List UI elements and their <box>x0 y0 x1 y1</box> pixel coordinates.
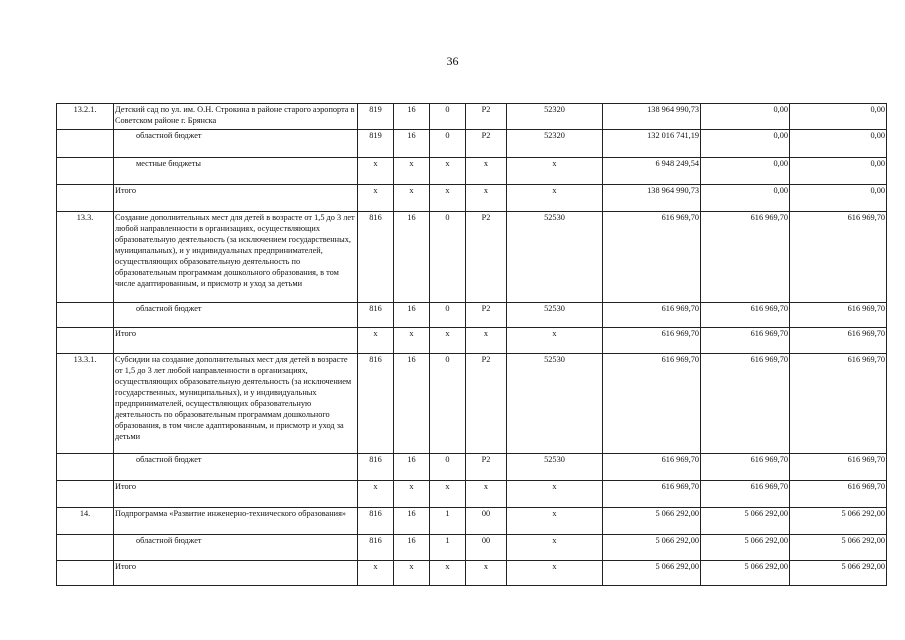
code-rz: x <box>394 481 430 508</box>
amount-year-3: 616 969,70 <box>790 481 887 508</box>
row-description: Субсидии на создание дополнительных мест для детей в возрасте от 1,5 до 3 лет любой направленности в организациях, осуществляющих образовательную деятельность (за исключением государственных, муниципальных), и у индивидуальных предпринимателей, осуществляющих образовательную деятельность по образовательным программам дошкольного образования, в том числе адаптированным, и присмотр и уход за детьми <box>114 354 358 454</box>
code-program: Р2 <box>466 303 507 328</box>
amount-year-3: 616 969,70 <box>790 303 887 328</box>
code-pr: x <box>430 481 466 508</box>
code-direction: x <box>507 561 603 586</box>
code-gr: 816 <box>358 303 394 328</box>
code-program: Р2 <box>466 354 507 454</box>
code-gr: 816 <box>358 454 394 481</box>
table-row <box>57 481 887 508</box>
amount-year-3: 5 066 292,00 <box>790 508 887 535</box>
code-program: x <box>466 481 507 508</box>
code-direction: x <box>507 328 603 354</box>
code-gr: 816 <box>358 212 394 303</box>
amount-year-3: 0,00 <box>790 104 887 130</box>
amount-year-3: 616 969,70 <box>790 454 887 481</box>
row-description: областной бюджет <box>114 454 358 481</box>
table-row <box>57 354 887 454</box>
amount-year-2: 0,00 <box>701 130 790 158</box>
row-number: 13.2.1. <box>57 104 114 130</box>
amount-year-2: 616 969,70 <box>701 212 790 303</box>
code-gr: x <box>358 185 394 212</box>
code-program: x <box>466 158 507 185</box>
amount-year-2: 0,00 <box>701 158 790 185</box>
amount-year-3: 0,00 <box>790 130 887 158</box>
table-row <box>57 158 887 185</box>
row-number <box>57 158 114 185</box>
table-row <box>57 508 887 535</box>
row-description: Итого <box>114 481 358 508</box>
amount-year-2: 616 969,70 <box>701 481 790 508</box>
budget-table <box>56 103 887 586</box>
code-direction: 52320 <box>507 130 603 158</box>
row-description: местные бюджеты <box>114 158 358 185</box>
table-row <box>57 535 887 561</box>
amount-year-3: 616 969,70 <box>790 212 887 303</box>
code-pr: 0 <box>430 303 466 328</box>
row-description: Итого <box>114 561 358 586</box>
amount-year-1: 6 948 249,54 <box>603 158 701 185</box>
code-direction: 52320 <box>507 104 603 130</box>
row-number: 14. <box>57 508 114 535</box>
code-program: x <box>466 185 507 212</box>
code-gr: 819 <box>358 130 394 158</box>
code-gr: x <box>358 328 394 354</box>
code-rz: 16 <box>394 508 430 535</box>
code-gr: 816 <box>358 535 394 561</box>
code-program: Р2 <box>466 104 507 130</box>
code-pr: x <box>430 185 466 212</box>
amount-year-2: 0,00 <box>701 104 790 130</box>
table-row <box>57 303 887 328</box>
amount-year-1: 616 969,70 <box>603 481 701 508</box>
row-number <box>57 454 114 481</box>
code-direction: x <box>507 481 603 508</box>
row-number <box>57 185 114 212</box>
code-pr: x <box>430 158 466 185</box>
code-pr: 1 <box>430 535 466 561</box>
code-direction: x <box>507 185 603 212</box>
code-pr: 1 <box>430 508 466 535</box>
amount-year-1: 138 964 990,73 <box>603 104 701 130</box>
code-rz: 16 <box>394 104 430 130</box>
table-row <box>57 454 887 481</box>
row-number <box>57 130 114 158</box>
amount-year-3: 616 969,70 <box>790 328 887 354</box>
code-gr: x <box>358 561 394 586</box>
row-description: Детский сад по ул. им. О.Н. Строкина в районе старого аэропорта в Советском районе г. Брянска <box>114 104 358 130</box>
code-direction: 52530 <box>507 354 603 454</box>
code-gr: x <box>358 158 394 185</box>
amount-year-3: 616 969,70 <box>790 354 887 454</box>
row-description: областной бюджет <box>114 130 358 158</box>
code-pr: x <box>430 328 466 354</box>
row-number: 13.3. <box>57 212 114 303</box>
amount-year-2: 5 066 292,00 <box>701 535 790 561</box>
row-number: 13.3.1. <box>57 354 114 454</box>
code-direction: x <box>507 508 603 535</box>
code-program: 00 <box>466 535 507 561</box>
amount-year-2: 616 969,70 <box>701 354 790 454</box>
row-description: Итого <box>114 328 358 354</box>
page-number: 36 <box>446 54 459 68</box>
amount-year-1: 138 964 990,73 <box>603 185 701 212</box>
amount-year-2: 616 969,70 <box>701 303 790 328</box>
code-program: Р2 <box>466 454 507 481</box>
row-number <box>57 561 114 586</box>
code-gr: 819 <box>358 104 394 130</box>
code-pr: 0 <box>430 104 466 130</box>
code-direction: x <box>507 158 603 185</box>
code-direction: 52530 <box>507 454 603 481</box>
amount-year-1: 132 016 741,19 <box>603 130 701 158</box>
code-rz: 16 <box>394 303 430 328</box>
amount-year-1: 616 969,70 <box>603 354 701 454</box>
row-number <box>57 328 114 354</box>
amount-year-1: 5 066 292,00 <box>603 561 701 586</box>
amount-year-1: 616 969,70 <box>603 212 701 303</box>
code-pr: x <box>430 561 466 586</box>
table-row <box>57 212 887 303</box>
code-rz: 16 <box>394 535 430 561</box>
code-program: x <box>466 561 507 586</box>
amount-year-2: 5 066 292,00 <box>701 508 790 535</box>
code-pr: 0 <box>430 354 466 454</box>
code-direction: 52530 <box>507 303 603 328</box>
table-row <box>57 328 887 354</box>
amount-year-1: 5 066 292,00 <box>603 508 701 535</box>
code-gr: 816 <box>358 354 394 454</box>
row-number <box>57 535 114 561</box>
code-rz: x <box>394 158 430 185</box>
table-row <box>57 104 887 130</box>
amount-year-1: 5 066 292,00 <box>603 535 701 561</box>
amount-year-3: 5 066 292,00 <box>790 535 887 561</box>
code-rz: x <box>394 561 430 586</box>
code-rz: 16 <box>394 454 430 481</box>
row-description: областной бюджет <box>114 303 358 328</box>
amount-year-1: 616 969,70 <box>603 303 701 328</box>
row-number <box>57 303 114 328</box>
code-pr: 0 <box>430 130 466 158</box>
amount-year-2: 616 969,70 <box>701 454 790 481</box>
amount-year-2: 616 969,70 <box>701 328 790 354</box>
table-row <box>57 561 887 586</box>
row-description: Подпрограмма «Развитие инженерно-технического образования» <box>114 508 358 535</box>
amount-year-1: 616 969,70 <box>603 328 701 354</box>
amount-year-3: 0,00 <box>790 185 887 212</box>
code-program: x <box>466 328 507 354</box>
table-row <box>57 185 887 212</box>
amount-year-2: 0,00 <box>701 185 790 212</box>
table-row <box>57 130 887 158</box>
table-body <box>57 104 887 586</box>
row-description: Итого <box>114 185 358 212</box>
code-pr: 0 <box>430 212 466 303</box>
code-rz: 16 <box>394 130 430 158</box>
code-rz: x <box>394 328 430 354</box>
code-pr: 0 <box>430 454 466 481</box>
row-description: Создание дополнительных мест для детей в возрасте от 1,5 до 3 лет любой направленности в организациях, осуществляющих образовательную деятельность (за исключением государственных, муниципальных), и у индивидуальных предпринимателей, осуществляющих образовательную деятельность по образовательным программам дошкольного образования, в том числе адаптированным, и присмотр и уход за детьми <box>114 212 358 303</box>
code-rz: 16 <box>394 212 430 303</box>
amount-year-3: 5 066 292,00 <box>790 561 887 586</box>
code-direction: 52530 <box>507 212 603 303</box>
code-rz: 16 <box>394 354 430 454</box>
code-gr: 816 <box>358 508 394 535</box>
code-gr: x <box>358 481 394 508</box>
row-number <box>57 481 114 508</box>
amount-year-2: 5 066 292,00 <box>701 561 790 586</box>
code-direction: x <box>507 535 603 561</box>
code-program: Р2 <box>466 212 507 303</box>
code-program: Р2 <box>466 130 507 158</box>
row-description: областной бюджет <box>114 535 358 561</box>
amount-year-3: 0,00 <box>790 158 887 185</box>
code-rz: x <box>394 185 430 212</box>
amount-year-1: 616 969,70 <box>603 454 701 481</box>
code-program: 00 <box>466 508 507 535</box>
